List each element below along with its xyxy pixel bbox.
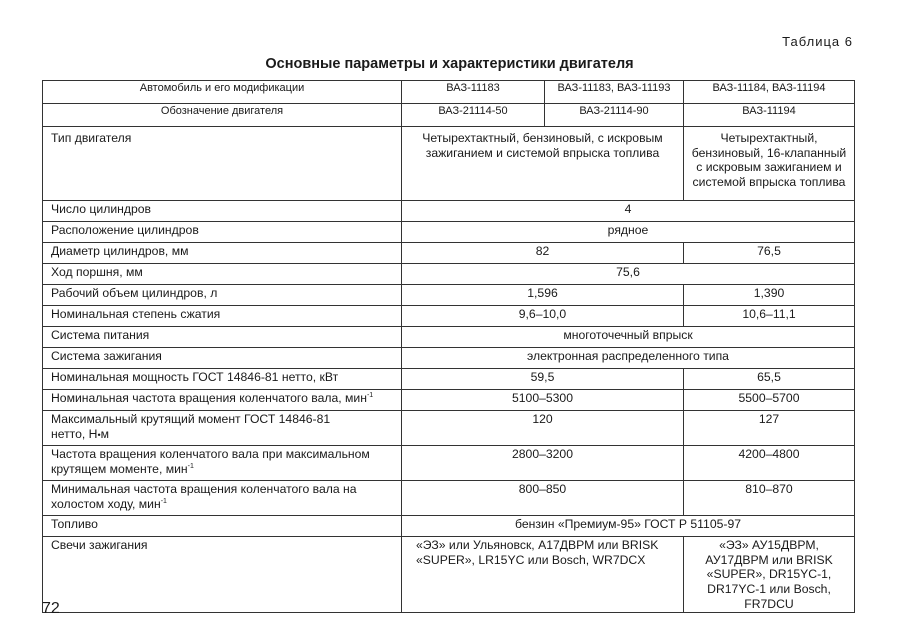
rpm-c: 5500–5700 xyxy=(684,390,855,411)
table-row xyxy=(43,306,855,327)
engine-parameters-table xyxy=(42,80,855,613)
layout-value: рядное xyxy=(402,222,855,243)
row-label: Число цилиндров xyxy=(43,201,402,222)
header-row-vehicle xyxy=(43,81,855,104)
row-label xyxy=(43,481,402,516)
row-label xyxy=(43,446,402,481)
table-row xyxy=(43,516,855,537)
row-label: Система питания xyxy=(43,327,402,348)
row-label xyxy=(43,411,402,446)
torque-rpm-unit-exponent: -1 xyxy=(187,462,194,470)
rpm-unit-exponent: -1 xyxy=(366,391,374,399)
header-vehicle-b: ВАЗ-11183, ВАЗ-11193 xyxy=(545,81,684,104)
row-label: Номинальная мощность ГОСТ 14846-81 нетто, кВт xyxy=(43,369,402,390)
table-row xyxy=(43,369,855,390)
spark-plugs-ab: «ЭЗ» или Ульяновск, А17ДВРМ или BRISK «SUPER», LR15YC или Bosch, WR7DCX xyxy=(402,537,684,613)
document-title: Основные параметры и характеристики двигателя xyxy=(265,56,634,72)
row-label: Свечи зажигания xyxy=(43,537,402,613)
header-engine-label: Обозначение двигателя xyxy=(43,104,402,127)
rpm-ab: 5100–5300 xyxy=(402,390,684,411)
spark-plugs-c: «ЭЗ» АУ15ДВРМ, АУ17ДВРМ или BRISK «SUPER», DR15YC-1, DR17YC-1 или Bosch, FR7DCU xyxy=(684,537,855,613)
engine-type-c: Четырехтактный, бензиновый, 16-клапанный с искровым зажиганием и системой впрыска топлива xyxy=(684,127,855,201)
torque-rpm-label: Частота вращения коленчатого вала при максимальном крутящем моменте, мин xyxy=(51,447,370,476)
displacement-c: 1,390 xyxy=(684,285,855,306)
table-row xyxy=(43,285,855,306)
row-label xyxy=(43,390,402,411)
row-label: Расположение цилиндров xyxy=(43,222,402,243)
row-label: Ход поршня, мм xyxy=(43,264,402,285)
idle-rpm-c: 810–870 xyxy=(684,481,855,516)
ignition-value: электронная распределенного типа xyxy=(402,348,855,369)
row-label: Система зажигания xyxy=(43,348,402,369)
table-row xyxy=(43,222,855,243)
page-number: 72 xyxy=(42,600,60,617)
row-label: Рабочий объем цилиндров, л xyxy=(43,285,402,306)
compression-ab: 9,6–10,0 xyxy=(402,306,684,327)
table-row xyxy=(43,537,855,613)
idle-rpm-label: Минимальная частота вращения коленчатого вала на холостом ходу, мин xyxy=(51,482,357,511)
table-row xyxy=(43,348,855,369)
table-row xyxy=(43,127,855,201)
idle-rpm-ab: 800–850 xyxy=(402,481,684,516)
compression-c: 10,6–11,1 xyxy=(684,306,855,327)
row-label: Топливо xyxy=(43,516,402,537)
header-engine-b: ВАЗ-21114-90 xyxy=(545,104,684,127)
displacement-ab: 1,596 xyxy=(402,285,684,306)
cylinders-value: 4 xyxy=(402,201,855,222)
torque-rpm-c: 4200–4800 xyxy=(684,446,855,481)
header-vehicle-label: Автомобиль и его модификации xyxy=(43,81,402,104)
torque-rpm-ab: 2800–3200 xyxy=(402,446,684,481)
row-label: Тип двигателя xyxy=(43,127,402,201)
table-row xyxy=(43,446,855,481)
stroke-value: 75,6 xyxy=(402,264,855,285)
row-label: Диаметр цилиндров, мм xyxy=(43,243,402,264)
table-row xyxy=(43,264,855,285)
table-row xyxy=(43,327,855,348)
table-row xyxy=(43,411,855,446)
table-row xyxy=(43,481,855,516)
power-c: 65,5 xyxy=(684,369,855,390)
rpm-label: Номинальная частота вращения коленчатого вала, мин xyxy=(51,391,367,405)
header-vehicle-c: ВАЗ-11184, ВАЗ-11194 xyxy=(684,81,855,104)
table-number: Таблица 6 xyxy=(782,34,853,49)
header-engine-c: ВАЗ-11194 xyxy=(684,104,855,127)
torque-ab: 120 xyxy=(402,411,684,446)
torque-label-line2: нетто, Н xyxy=(51,426,98,441)
header-row-engine xyxy=(43,104,855,127)
engine-type-ab: Четырехтактный, бензиновый, с искровым зажиганием и системой впрыска топлива xyxy=(402,127,684,201)
table-row xyxy=(43,243,855,264)
bore-ab: 82 xyxy=(402,243,684,264)
torque-label-line1: Максимальный крутящий момент ГОСТ 14846-81 xyxy=(51,412,331,426)
torque-label-unit: м xyxy=(100,426,110,441)
power-ab: 59,5 xyxy=(402,369,684,390)
torque-unit-dot: • xyxy=(97,429,101,440)
table-row xyxy=(43,201,855,222)
bore-c: 76,5 xyxy=(684,243,855,264)
table-row xyxy=(43,390,855,411)
idle-rpm-unit-exponent: -1 xyxy=(160,497,167,505)
torque-c: 127 xyxy=(684,411,855,446)
fuel-value: бензин «Премиум-95» ГОСТ Р 51105-97 xyxy=(402,516,855,537)
fuel-system-value: многоточечный впрыск xyxy=(402,327,855,348)
header-vehicle-a: ВАЗ-11183 xyxy=(402,81,545,104)
row-label: Номинальная степень сжатия xyxy=(43,306,402,327)
header-engine-a: ВАЗ-21114-50 xyxy=(402,104,545,127)
